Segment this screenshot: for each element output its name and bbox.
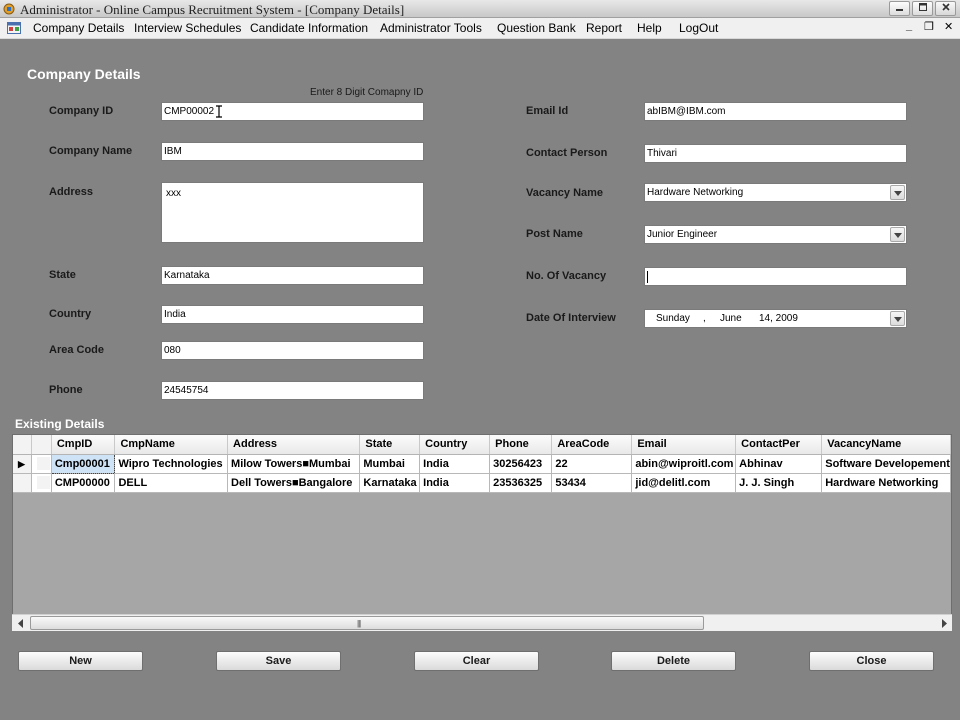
ibeam-cursor-icon bbox=[215, 105, 223, 118]
mdi-child-icon[interactable] bbox=[7, 22, 21, 34]
cell-areacode[interactable]: 53434 bbox=[552, 473, 632, 492]
cell-email[interactable]: abin@wiproitl.com bbox=[632, 454, 736, 473]
scroll-left-icon[interactable] bbox=[15, 618, 27, 629]
date-day: Sunday bbox=[656, 313, 690, 324]
post-name-select[interactable] bbox=[644, 225, 907, 244]
no-of-vacancy-label: No. Of Vacancy bbox=[526, 270, 607, 282]
calendar-dropdown-icon[interactable] bbox=[890, 311, 905, 326]
date-of-interview-picker[interactable] bbox=[644, 309, 907, 328]
close-icon[interactable] bbox=[935, 1, 956, 16]
grid-header-row bbox=[13, 435, 951, 454]
cell-cmpname[interactable]: Wipro Technologies bbox=[115, 454, 228, 473]
menu-candidate-information[interactable]: Candidate Information bbox=[250, 21, 369, 35]
cell-country[interactable]: India bbox=[420, 473, 490, 492]
row-select-checkbox[interactable] bbox=[31, 454, 51, 473]
title-bar bbox=[0, 0, 960, 18]
minimize-icon[interactable] bbox=[889, 1, 910, 16]
column-header-phone[interactable]: Phone bbox=[490, 435, 552, 454]
scroll-right-icon[interactable] bbox=[938, 618, 950, 629]
form-title: Company Details bbox=[27, 66, 141, 82]
window-title: Administrator - Online Campus Recruitment System - [Company Details] bbox=[20, 2, 405, 17]
menu-question-bank[interactable]: Question Bank bbox=[497, 21, 576, 35]
mdi-close-icon[interactable]: ✕ bbox=[944, 21, 954, 33]
cell-contactper[interactable]: J. J. Singh bbox=[736, 473, 822, 492]
cell-phone[interactable]: 30256423 bbox=[490, 454, 552, 473]
vacancy-name-select[interactable] bbox=[644, 183, 907, 202]
row-header-corner bbox=[13, 435, 31, 454]
cell-cmpname[interactable]: DELL bbox=[115, 473, 228, 492]
address-label: Address bbox=[49, 186, 94, 198]
company-name-field[interactable]: IBM bbox=[161, 142, 424, 161]
existing-details-grid[interactable] bbox=[12, 434, 952, 631]
company-id-hint: Enter 8 Digit Comapny ID bbox=[310, 87, 424, 98]
cell-contactper[interactable]: Abhinav bbox=[736, 454, 822, 473]
post-name-value: Junior Engineer bbox=[647, 229, 718, 240]
checkbox-icon bbox=[37, 457, 50, 470]
close-button[interactable]: Close bbox=[809, 651, 934, 671]
menu-interview-schedules[interactable]: Interview Schedules bbox=[134, 21, 242, 35]
save-button[interactable]: Save bbox=[216, 651, 341, 671]
clear-button[interactable]: Clear bbox=[414, 651, 539, 671]
cell-areacode[interactable]: 22 bbox=[552, 454, 632, 473]
maximize-icon[interactable] bbox=[912, 1, 933, 16]
mdi-minimize-icon[interactable]: _ bbox=[906, 20, 913, 32]
post-name-label: Post Name bbox=[526, 228, 583, 240]
existing-details-title: Existing Details bbox=[15, 417, 105, 431]
scrollbar-thumb[interactable] bbox=[30, 616, 704, 630]
area-code-label: Area Code bbox=[49, 344, 105, 356]
column-header-country[interactable]: Country bbox=[420, 435, 490, 454]
grid-horizontal-scrollbar[interactable] bbox=[12, 614, 952, 631]
cell-phone[interactable]: 23536325 bbox=[490, 473, 552, 492]
cell-state[interactable]: Karnataka bbox=[360, 473, 420, 492]
mdi-restore-icon[interactable]: ❐ bbox=[924, 21, 934, 33]
state-field[interactable]: Karnataka bbox=[161, 266, 424, 285]
column-header-state[interactable]: State bbox=[360, 435, 420, 454]
email-label: Email Id bbox=[526, 105, 569, 117]
company-name-label: Company Name bbox=[49, 145, 133, 157]
row-header[interactable] bbox=[13, 454, 31, 473]
delete-button[interactable]: Delete bbox=[611, 651, 736, 671]
cell-state[interactable]: Mumbai bbox=[360, 454, 420, 473]
address-field[interactable]: xxx bbox=[161, 182, 424, 243]
menu-logout[interactable]: LogOut bbox=[679, 21, 719, 35]
cell-cmpid[interactable]: CMP00000 bbox=[51, 473, 115, 492]
cell-cmpid[interactable]: Cmp00001 bbox=[51, 454, 115, 473]
column-header-cmpid[interactable]: CmpID bbox=[51, 435, 115, 454]
company-id-value: CMP00002 bbox=[164, 106, 215, 117]
window-controls bbox=[889, 1, 956, 16]
vacancy-name-value: Hardware Networking bbox=[647, 187, 744, 198]
menu-administrator-tools[interactable]: Administrator Tools bbox=[380, 21, 482, 35]
cell-address[interactable]: Milow Towers■Mumbai bbox=[228, 454, 360, 473]
column-header-email[interactable]: Email bbox=[632, 435, 736, 454]
menu-report[interactable]: Report bbox=[586, 21, 623, 35]
row-header[interactable] bbox=[13, 473, 31, 492]
column-header-contactper[interactable]: ContactPer bbox=[736, 435, 822, 454]
date-month: June bbox=[720, 313, 742, 324]
date-of-interview-label: Date Of Interview bbox=[526, 312, 616, 324]
column-header-cmpname[interactable]: CmpName bbox=[115, 435, 228, 454]
menu-bar bbox=[0, 18, 960, 39]
contact-person-field[interactable]: Thivari bbox=[644, 144, 907, 163]
phone-field[interactable]: 24545754 bbox=[161, 381, 424, 400]
scroll-grip-icon: ||| bbox=[357, 619, 361, 628]
select-column-header bbox=[31, 435, 51, 454]
date-separator: , bbox=[703, 313, 706, 324]
country-label: Country bbox=[49, 308, 92, 320]
state-label: State bbox=[49, 269, 76, 281]
current-row-marker-icon: ▶ bbox=[18, 458, 25, 469]
no-of-vacancy-field[interactable] bbox=[644, 267, 907, 286]
country-field[interactable]: India bbox=[161, 305, 424, 324]
cell-address[interactable]: Dell Towers■Bangalore bbox=[228, 473, 360, 492]
menu-help[interactable]: Help bbox=[637, 21, 662, 35]
email-field[interactable]: abIBM@IBM.com bbox=[644, 102, 907, 121]
grid-table bbox=[13, 435, 951, 493]
chevron-down-icon[interactable] bbox=[890, 227, 905, 242]
company-id-field[interactable] bbox=[161, 102, 424, 121]
chevron-down-icon[interactable] bbox=[890, 185, 905, 200]
area-code-field[interactable]: 080 bbox=[161, 341, 424, 360]
cell-country[interactable]: India bbox=[420, 454, 490, 473]
column-header-address[interactable]: Address bbox=[228, 435, 360, 454]
new-button[interactable]: New bbox=[18, 651, 143, 671]
phone-label: Phone bbox=[49, 384, 83, 396]
company-id-label: Company ID bbox=[49, 105, 114, 117]
table-row[interactable] bbox=[13, 454, 951, 473]
app-icon bbox=[3, 3, 15, 15]
cell-vacancyname[interactable]: Hardware Networking bbox=[822, 473, 951, 492]
cell-email[interactable]: jid@delitl.com bbox=[632, 473, 736, 492]
contact-person-label: Contact Person bbox=[526, 147, 608, 159]
column-header-areacode[interactable]: AreaCode bbox=[552, 435, 632, 454]
column-header-vacancyname[interactable]: VacancyName bbox=[822, 435, 951, 454]
row-select-checkbox[interactable] bbox=[31, 473, 51, 492]
checkbox-icon bbox=[37, 476, 50, 489]
date-date: 14, 2009 bbox=[759, 313, 798, 324]
text-caret bbox=[647, 271, 648, 283]
cell-vacancyname[interactable]: Software Developement bbox=[822, 454, 951, 473]
vacancy-name-label: Vacancy Name bbox=[526, 187, 604, 199]
table-row[interactable] bbox=[13, 473, 951, 492]
menu-company-details[interactable]: Company Details bbox=[33, 21, 125, 35]
